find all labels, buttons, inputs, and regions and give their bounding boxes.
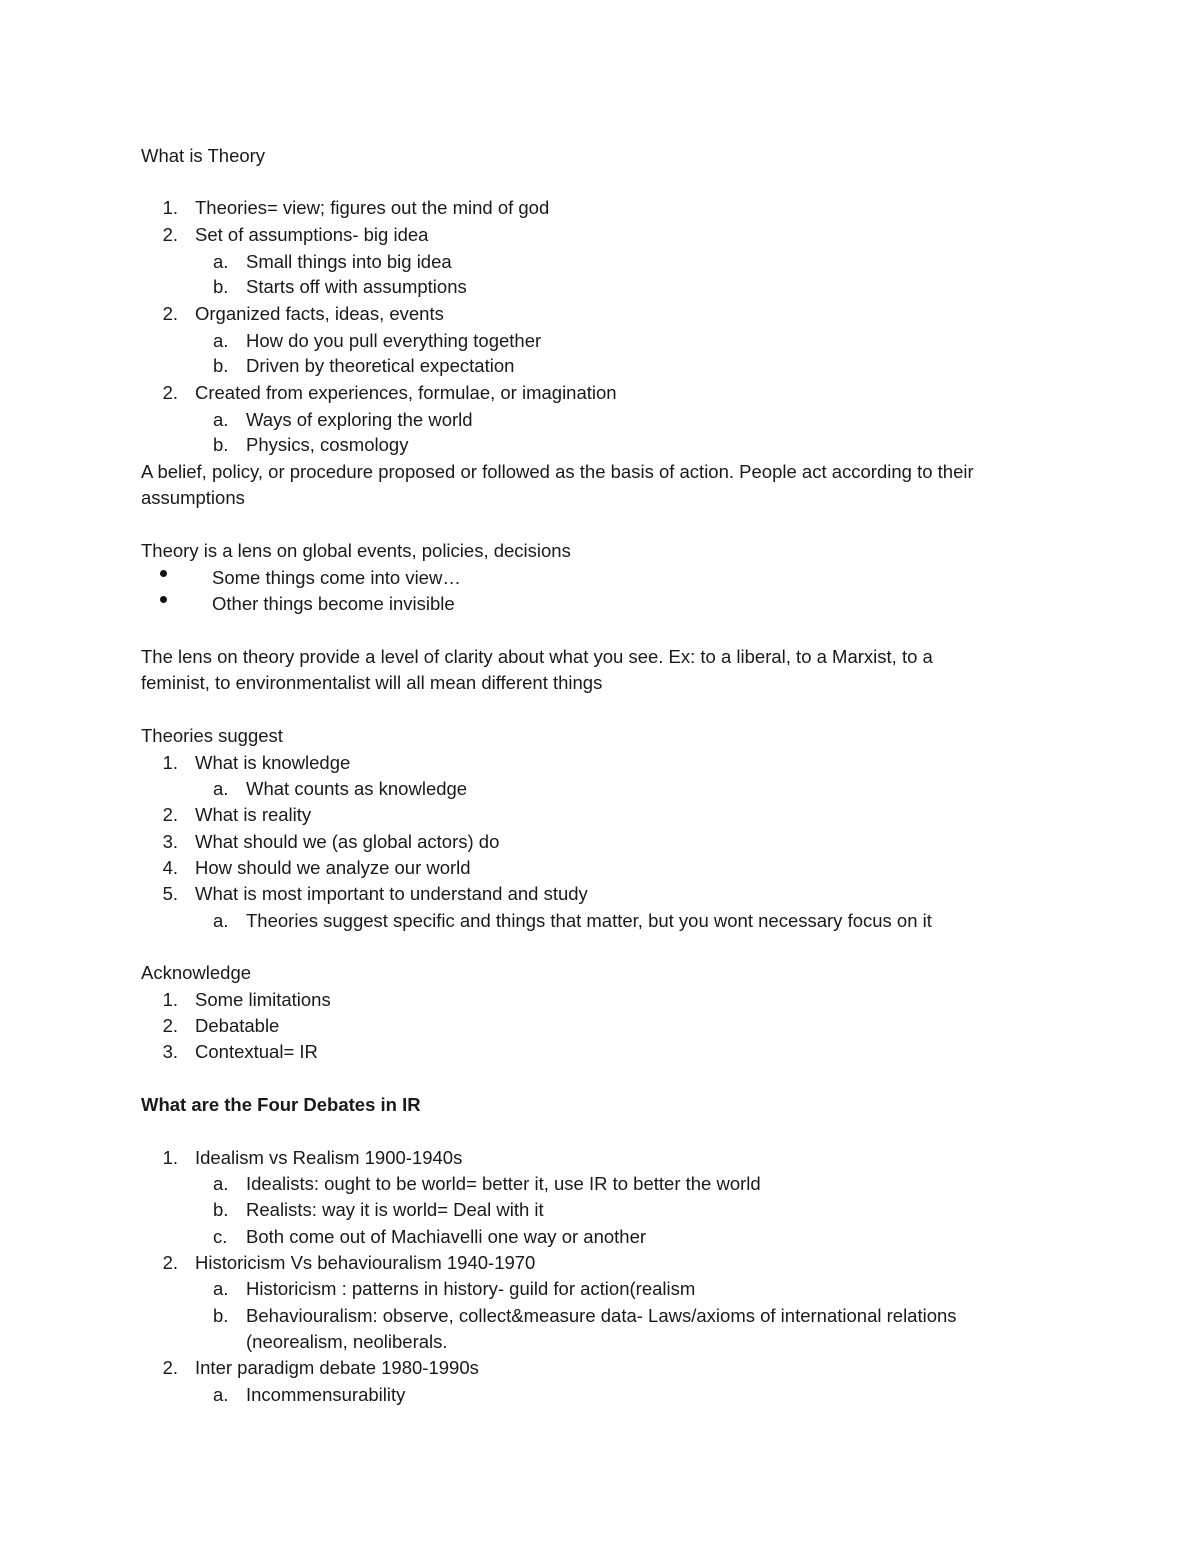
sub-list-marker: a. bbox=[213, 330, 229, 351]
sub-list-item: What counts as knowledge bbox=[246, 778, 468, 799]
sub-list-marker: b. bbox=[213, 1199, 229, 1220]
sub-list-item: Realists: way it is world= Deal with it bbox=[246, 1199, 544, 1220]
list-marker: 2. bbox=[162, 224, 178, 245]
sub-list-item-cont: (neorealism, neoliberals. bbox=[246, 1331, 448, 1352]
list-marker: 2. bbox=[162, 1015, 178, 1036]
sub-list-marker: b. bbox=[213, 355, 229, 376]
heading-lens: Theory is a lens on global events, policies, decisions bbox=[141, 540, 571, 561]
sub-list-item: Behaviouralism: observe, collect&measure data- Laws/axioms of international relations bbox=[246, 1305, 957, 1326]
heading-acknowledge: Acknowledge bbox=[141, 962, 252, 983]
sub-list-item: How do you pull everything together bbox=[246, 330, 542, 351]
list-marker: 2. bbox=[162, 1357, 178, 1378]
list-marker: 1. bbox=[162, 1147, 178, 1168]
sub-list-marker: a. bbox=[213, 778, 229, 799]
list-item: Idealism vs Realism 1900-1940s bbox=[195, 1147, 463, 1168]
lens-paragraph-cont: feminist, to environmentalist will all mean different things bbox=[141, 672, 603, 693]
list-marker: 2. bbox=[162, 382, 178, 403]
list-marker: 1. bbox=[162, 989, 178, 1010]
list-item: What is reality bbox=[195, 804, 312, 825]
sub-list-marker: a. bbox=[213, 1384, 229, 1405]
list-item: Created from experiences, formulae, or imagination bbox=[195, 382, 617, 403]
bullet-icon bbox=[160, 570, 167, 577]
list-marker: 2. bbox=[162, 1252, 178, 1273]
sub-list-marker: a. bbox=[213, 409, 229, 430]
sub-list-marker: b. bbox=[213, 276, 229, 297]
heading-four-debates: What are the Four Debates in IR bbox=[141, 1094, 421, 1115]
sub-list-marker: b. bbox=[213, 1305, 229, 1326]
list-marker: 1. bbox=[162, 197, 178, 218]
list-item: Historicism Vs behaviouralism 1940-1970 bbox=[195, 1252, 536, 1273]
sub-list-marker: a. bbox=[213, 910, 229, 931]
list-item: Inter paradigm debate 1980-1990s bbox=[195, 1357, 479, 1378]
bullet-icon bbox=[160, 596, 167, 603]
sub-list-marker: a. bbox=[213, 251, 229, 272]
list-item: Contextual= IR bbox=[195, 1041, 318, 1062]
sub-list-item: Theories suggest specific and things that matter, but you wont necessary focus on it bbox=[246, 910, 932, 931]
sub-list-item: Ways of exploring the world bbox=[246, 409, 473, 430]
sub-list-item: Small things into big idea bbox=[246, 251, 452, 272]
sub-list-item: Historicism : patterns in history- guild for action(realism bbox=[246, 1278, 696, 1299]
heading-what-is-theory: What is Theory bbox=[141, 145, 266, 166]
list-marker: 2. bbox=[162, 804, 178, 825]
list-marker: 5. bbox=[162, 883, 178, 904]
list-item: How should we analyze our world bbox=[195, 857, 471, 878]
list-item: What is most important to understand and study bbox=[195, 883, 588, 904]
list-item: Theories= view; figures out the mind of god bbox=[195, 197, 550, 218]
sub-list-item: Incommensurability bbox=[246, 1384, 406, 1405]
lens-paragraph: The lens on theory provide a level of clarity about what you see. Ex: to a liberal, to a Marxist, to a bbox=[141, 646, 933, 667]
sub-list-marker: c. bbox=[213, 1226, 228, 1247]
sub-list-item: Driven by theoretical expectation bbox=[246, 355, 515, 376]
definition-paragraph-cont: assumptions bbox=[141, 487, 245, 508]
list-marker: 3. bbox=[162, 1041, 178, 1062]
list-marker: 1. bbox=[162, 752, 178, 773]
sub-list-item: Starts off with assumptions bbox=[246, 276, 467, 297]
heading-theories-suggest: Theories suggest bbox=[141, 725, 283, 746]
sub-list-marker: b. bbox=[213, 434, 229, 455]
bullet-item: Some things come into view… bbox=[212, 567, 461, 588]
list-item: Organized facts, ideas, events bbox=[195, 303, 444, 324]
list-marker: 2. bbox=[162, 303, 178, 324]
list-marker: 3. bbox=[162, 831, 178, 852]
bullet-item: Other things become invisible bbox=[212, 593, 455, 614]
list-item: Debatable bbox=[195, 1015, 280, 1036]
list-item: What should we (as global actors) do bbox=[195, 831, 500, 852]
list-item: Some limitations bbox=[195, 989, 331, 1010]
sub-list-marker: a. bbox=[213, 1278, 229, 1299]
sub-list-item: Both come out of Machiavelli one way or another bbox=[246, 1226, 647, 1247]
list-marker: 4. bbox=[162, 857, 178, 878]
sub-list-marker: a. bbox=[213, 1173, 229, 1194]
list-item: What is knowledge bbox=[195, 752, 351, 773]
list-item: Set of assumptions- big idea bbox=[195, 224, 429, 245]
sub-list-item: Idealists: ought to be world= better it, use IR to better the world bbox=[246, 1173, 761, 1194]
definition-paragraph: A belief, policy, or procedure proposed or followed as the basis of action. People act according to their bbox=[141, 461, 974, 482]
sub-list-item: Physics, cosmology bbox=[246, 434, 409, 455]
